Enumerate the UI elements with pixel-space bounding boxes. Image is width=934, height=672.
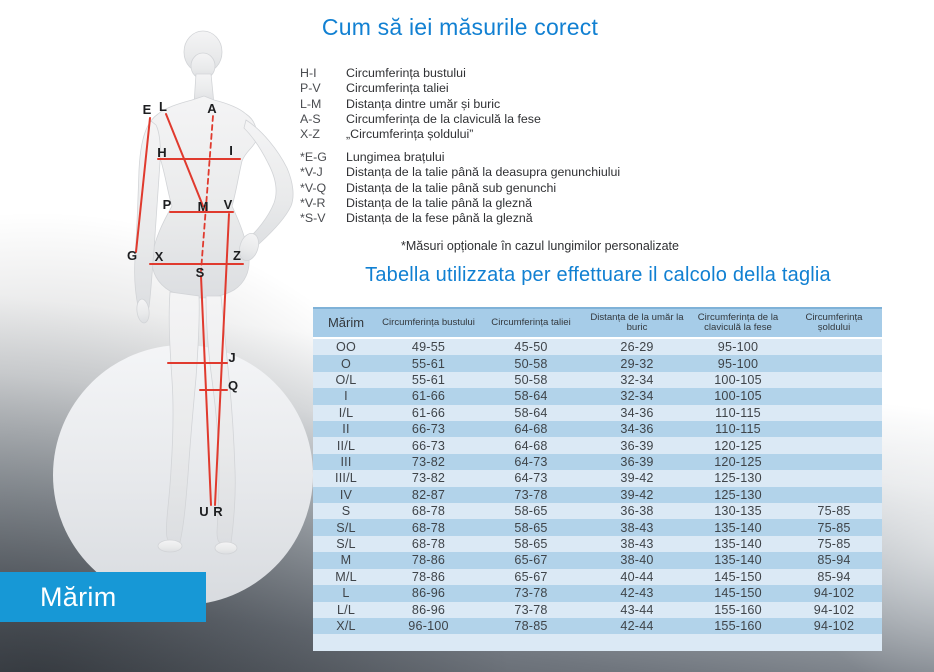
- table-cell: 73-82: [411, 455, 446, 470]
- table-cell: 36-39: [620, 438, 654, 453]
- table-row: [313, 536, 882, 552]
- table-cell: 95-100: [717, 356, 759, 371]
- point-label: A: [207, 101, 217, 116]
- table-cell: 94-102: [813, 619, 855, 634]
- table-cell: 32-34: [620, 389, 654, 404]
- measurement-code: L-M: [300, 96, 322, 111]
- table-cell: 42-44: [620, 619, 654, 634]
- table-cell: I/L: [338, 405, 354, 420]
- measurement-code: *E-G: [300, 150, 327, 164]
- table-cell: 68-78: [411, 520, 446, 535]
- table-cell: 38-43: [620, 537, 654, 552]
- table-cell: 85-94: [817, 553, 851, 568]
- table-header-cell: Distanța de la umăr la buric: [590, 311, 684, 333]
- point-label: R: [213, 504, 223, 519]
- measurement-code: *V-J: [300, 165, 323, 180]
- table-row: [313, 602, 882, 618]
- table-row: [313, 470, 882, 486]
- measurement-item: [300, 112, 720, 127]
- table-cell: 75-85: [817, 504, 851, 519]
- table-cell: 45-50: [514, 340, 548, 355]
- table-cell: 75-85: [817, 537, 851, 552]
- table-header-cell: Circumferința bustului: [382, 316, 475, 328]
- table-cell: II: [342, 422, 350, 437]
- point-label: U: [199, 504, 209, 519]
- table-cell: 65-67: [514, 569, 548, 584]
- table-cell: 58-65: [514, 537, 548, 552]
- measurement-desc: „Circumferința șoldului”: [346, 127, 474, 142]
- table-cell: 32-34: [620, 373, 654, 388]
- size-table-header: [313, 307, 882, 339]
- point-label: J: [228, 350, 236, 365]
- point-label: H: [157, 145, 167, 160]
- table-cell: 68-78: [411, 504, 446, 519]
- table-row: [313, 634, 882, 650]
- table-cell: M: [340, 553, 352, 568]
- table-cell: 58-65: [514, 504, 548, 519]
- table-cell: 36-39: [620, 455, 654, 470]
- table-cell: 73-78: [514, 602, 548, 617]
- table-cell: 29-32: [620, 356, 654, 371]
- table-cell: III: [340, 455, 352, 470]
- table-cell: 42-43: [620, 586, 654, 601]
- table-cell: 64-68: [514, 438, 548, 453]
- table-cell: L: [342, 586, 350, 601]
- table-cell: 64-73: [514, 471, 548, 486]
- table-cell: 43-44: [620, 602, 654, 617]
- table-cell: 95-100: [717, 340, 759, 355]
- measurement-desc: Lungimea brațului: [346, 150, 445, 164]
- table-cell: I: [344, 389, 348, 404]
- table-cell: S/L: [336, 537, 356, 552]
- table-cell: 64-68: [514, 422, 548, 437]
- table-row: [313, 355, 882, 371]
- table-cell: 40-44: [620, 569, 654, 584]
- table-cell: 125-130: [714, 487, 762, 502]
- table-cell: 110-115: [715, 405, 761, 420]
- table-row: [313, 519, 882, 535]
- optional-note: *Măsuri opționale în cazul lungimilor personalizate: [401, 239, 679, 253]
- table-cell: II/L: [336, 438, 356, 453]
- table-cell: L/L: [336, 602, 356, 617]
- table-row: [313, 503, 882, 519]
- measurement-item: [300, 165, 720, 180]
- measurement-desc: Distanța de la talie până la deasupra genunchiului: [346, 165, 621, 180]
- table-cell: IV: [339, 487, 353, 502]
- point-label: L: [159, 99, 167, 114]
- size-label-text: Mărim: [40, 581, 117, 612]
- measurement-item: [300, 127, 720, 142]
- table-cell: 120-125: [714, 438, 762, 453]
- table-cell: O: [341, 356, 351, 371]
- page-title: Cum să iei măsurile corect: [321, 14, 599, 40]
- table-header-cell: Circumferința taliei: [491, 316, 571, 328]
- measurement-list-optional: [300, 150, 720, 226]
- table-row: [313, 405, 882, 421]
- measurement-desc: Circumferința bustului: [346, 66, 466, 80]
- table-cell: 100-105: [714, 373, 762, 388]
- table-cell: 26-29: [620, 340, 654, 355]
- table-cell: 34-36: [620, 422, 654, 437]
- table-cell: 39-42: [620, 487, 654, 502]
- measurement-item: [300, 196, 720, 211]
- table-cell: 38-40: [620, 553, 654, 568]
- measurement-item: [300, 211, 720, 226]
- point-label: V: [223, 197, 233, 212]
- table-cell: 49-55: [411, 340, 446, 355]
- table-cell: 50-58: [514, 373, 548, 388]
- table-cell: S: [341, 504, 351, 519]
- table-cell: 68-78: [411, 537, 446, 552]
- table-cell: 155-160: [714, 602, 762, 617]
- point-label: M: [197, 199, 209, 214]
- table-cell: 34-36: [620, 405, 654, 420]
- table-row: [313, 487, 882, 503]
- table-cell: 94-102: [813, 586, 855, 601]
- table-header-cell: Circumferința de la claviculă la fese: [697, 311, 779, 333]
- table-cell: 85-94: [817, 569, 851, 584]
- table-cell: OO: [336, 340, 356, 355]
- measurement-item: [300, 150, 720, 165]
- table-cell: S/L: [336, 520, 356, 535]
- point-label: S: [195, 265, 205, 280]
- table-cell: 130-135: [714, 504, 762, 519]
- measurement-desc: Distanța de la talie până sub genunchi: [346, 180, 557, 195]
- table-cell: 36-38: [620, 504, 654, 519]
- table-cell: 100-105: [714, 389, 762, 404]
- measurement-desc: Circumferința de la claviculă la fese: [346, 111, 541, 126]
- table-cell: III/L: [335, 471, 357, 486]
- table-row: [313, 421, 882, 437]
- table-cell: 135-140: [714, 520, 762, 535]
- table-cell: 94-102: [813, 602, 855, 617]
- table-cell: 86-96: [411, 602, 446, 617]
- measurement-code: H-I: [300, 66, 317, 80]
- table-cell: 58-64: [514, 389, 548, 404]
- table-cell: X/L: [336, 619, 356, 634]
- table-row: [313, 569, 882, 585]
- measurement-code: *V-R: [300, 195, 326, 210]
- measurement-desc: Distanța de la talie până la gleznă: [346, 195, 532, 210]
- table-cell: 78-86: [411, 553, 446, 568]
- table-cell: 135-140: [714, 553, 762, 568]
- point-label: Z: [233, 248, 241, 263]
- table-row: [313, 585, 882, 601]
- measurement-item: [300, 97, 720, 112]
- table-cell: 73-82: [411, 471, 446, 486]
- table-cell: 58-65: [514, 520, 548, 535]
- table-cell: M/L: [335, 569, 357, 584]
- measurement-item: [300, 81, 720, 96]
- table-cell: 73-78: [514, 487, 548, 502]
- point-label: Q: [227, 378, 239, 393]
- measurement-code: X-Z: [300, 127, 320, 142]
- table-cell: 61-66: [411, 405, 446, 420]
- point-label: X: [154, 249, 164, 264]
- table-cell: 110-115: [715, 422, 761, 437]
- table-cell: 55-61: [411, 373, 446, 388]
- table-header-cell: Circumferința șoldului: [805, 311, 863, 333]
- table-cell: 135-140: [714, 537, 762, 552]
- measurement-code: A-S: [300, 111, 321, 126]
- measurement-item: [300, 66, 720, 81]
- table-cell: 155-160: [714, 619, 762, 634]
- table-cell: 58-64: [514, 405, 548, 420]
- table-row: [313, 618, 882, 634]
- table-cell: 39-42: [620, 471, 654, 486]
- measurement-code: P-V: [300, 81, 321, 96]
- table-row: [313, 388, 882, 404]
- point-label: G: [126, 248, 138, 263]
- table-cell: 96-100: [408, 619, 449, 634]
- size-table-body: [313, 339, 882, 651]
- table-cell: 125-130: [714, 471, 762, 486]
- table-cell: 82-87: [411, 487, 446, 502]
- table-cell: O/L: [335, 373, 357, 388]
- table-cell: 38-43: [620, 520, 654, 535]
- table-cell: 120-125: [714, 455, 762, 470]
- table-row: [313, 552, 882, 568]
- table-cell: 64-73: [514, 455, 548, 470]
- measurement-desc: Distanța dintre umăr și buric: [346, 96, 501, 111]
- size-label-box: [0, 572, 206, 622]
- table-cell: 61-66: [411, 389, 446, 404]
- table-title: Tabella utilizzata per effettuare il calcolo della taglia: [365, 264, 831, 286]
- measurement-desc: Distanța de la fese până la gleznă: [346, 211, 533, 226]
- point-label: E: [142, 102, 152, 117]
- table-cell: 66-73: [411, 438, 446, 453]
- table-cell: 145-150: [714, 569, 762, 584]
- table-row: [313, 339, 882, 355]
- table-cell: 75-85: [817, 520, 851, 535]
- table-row: [313, 454, 882, 470]
- table-row: [313, 437, 882, 453]
- table-cell: 145-150: [714, 586, 762, 601]
- table-cell: 78-85: [514, 619, 548, 634]
- measurement-item: [300, 181, 720, 196]
- table-cell: 78-86: [411, 569, 446, 584]
- table-cell: 86-96: [411, 586, 446, 601]
- table-cell: 65-67: [514, 553, 548, 568]
- point-label: P: [162, 197, 172, 212]
- measurement-desc: Circumferința taliei: [346, 81, 449, 96]
- size-table: [313, 307, 882, 651]
- table-row: [313, 372, 882, 388]
- table-header-cell: Mărim: [327, 314, 365, 330]
- measurement-code: *V-Q: [300, 180, 327, 195]
- measurement-code: *S-V: [300, 211, 326, 226]
- measurement-list-primary: [300, 66, 720, 142]
- table-cell: 73-78: [514, 586, 548, 601]
- table-cell: 66-73: [411, 422, 446, 437]
- table-cell: 55-61: [411, 356, 446, 371]
- point-label: I: [229, 143, 233, 158]
- table-cell: 50-58: [514, 356, 548, 371]
